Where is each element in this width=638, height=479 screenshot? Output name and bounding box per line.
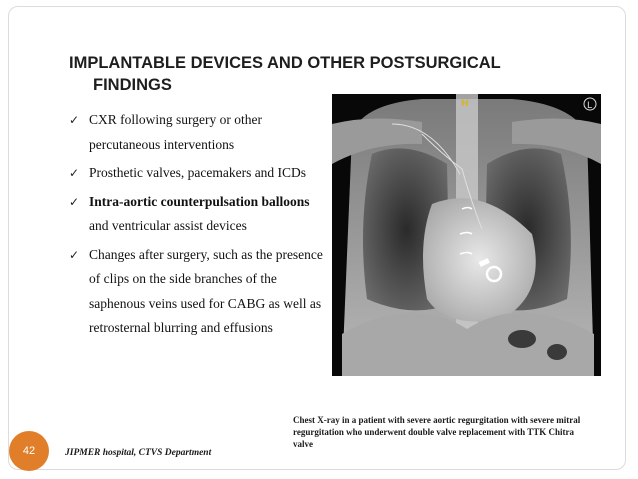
xray-top-marker: H (461, 99, 469, 109)
bullet-text: Prosthetic valves, pacemakers and ICDs (89, 165, 307, 180)
bullet-text: CXR following surgery or other (89, 112, 262, 127)
bullet-item (64, 190, 324, 239)
chest-xray-graphic (332, 94, 601, 376)
bullet-text: Changes after surgery, such as the presence of clips on the side branches of the saphenous veins used for CABG as well as retrosternal blurring and effusions (89, 246, 323, 335)
xray-side-marker: L (587, 101, 593, 111)
page-number-badge: 42 (9, 431, 49, 471)
check-mark-icon: ✓ (69, 247, 80, 262)
slide-title-line-1: IMPLANTABLE DEVICES AND OTHER POSTSURGICAL (69, 54, 501, 72)
bullet-text-continued: percutaneous interventions (89, 136, 235, 152)
footer-department: JIPMER hospital, CTVS Department (65, 448, 212, 458)
slide-title-line-2: FINDINGS (93, 76, 172, 94)
check-mark-icon: ✓ (69, 113, 80, 127)
check-mark-icon: ✓ (69, 194, 80, 209)
bullet-item (64, 108, 324, 157)
slide-title (69, 52, 589, 96)
bullet-text: and ventricular assist devices (89, 218, 247, 233)
image-caption: Chest X-ray in a patient with severe aortic regurgitation with severe mitral regurgitation who underwent double valve replacement with TTK Chitra valve (293, 415, 581, 449)
bullet-item (64, 243, 324, 341)
bullet-item (64, 161, 324, 186)
bullet-bold-text: Intra-aortic counterpulsation balloons (89, 193, 310, 209)
check-mark-icon: ✓ (69, 166, 80, 180)
chest-xray-image (332, 94, 601, 376)
bullet-list (64, 108, 324, 341)
